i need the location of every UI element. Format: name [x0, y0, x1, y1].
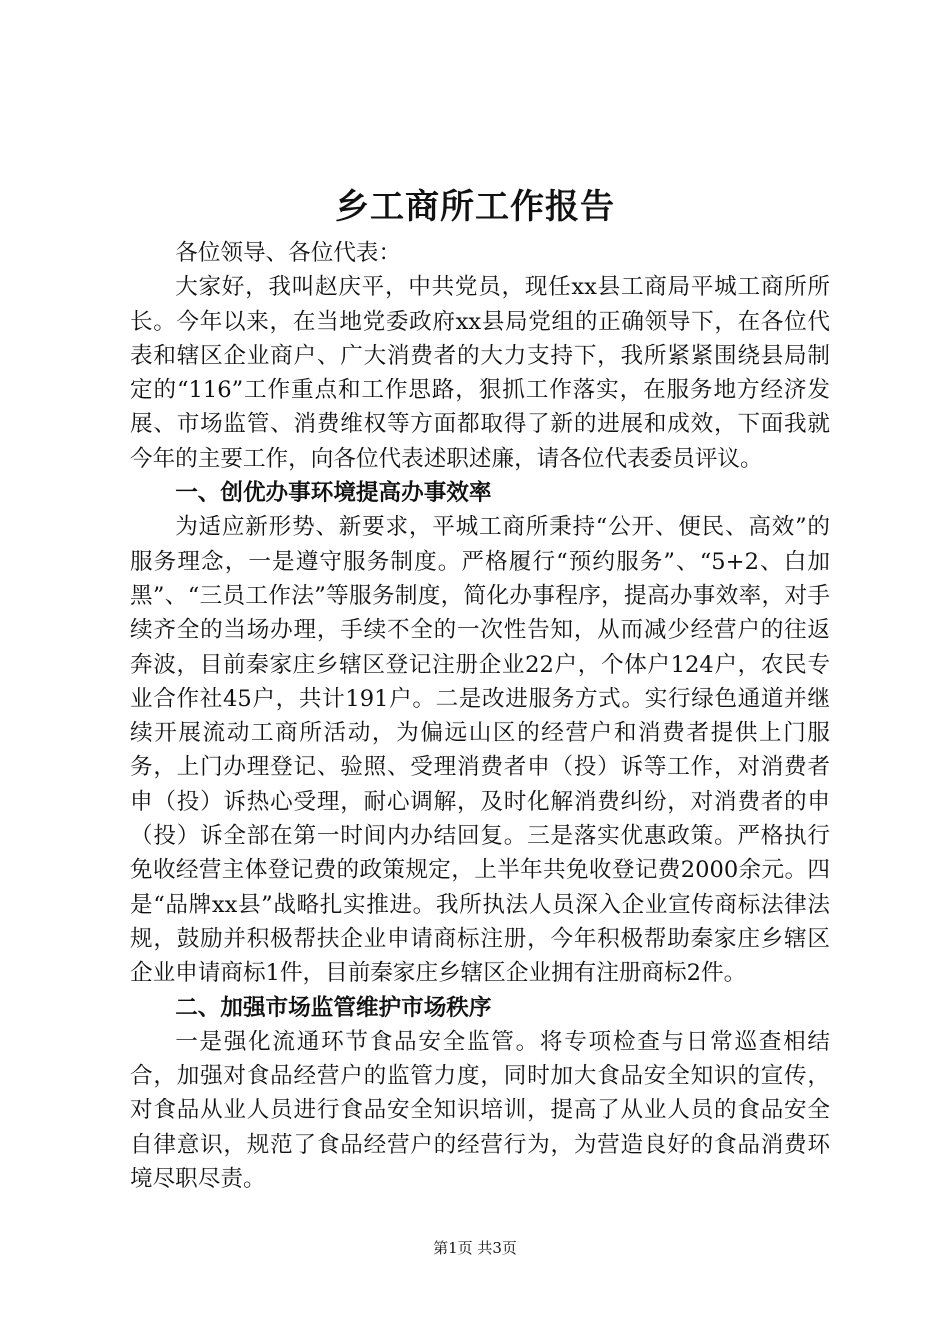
intro-paragraph: 大家好，我叫赵庆平，中共党员，现任xx县工商局平城工商所所长。今年以来，在当地党委政府xx县局党组的正确领导下，在各位代表和辖区企业商户、广大消费者的大力支持下，我所紧紧围绕县局制定的“116”工作重点和工作思路，狠抓工作落实，在服务地方经济发展、市场监管、消费维权等方面都取得了新的进展和成效，下面我就今年的主要工作，向各位代表述职述廉，请各位代表委员评议。: [130, 274, 830, 472]
page-number-footer: 第1页 共3页: [433, 1239, 517, 1257]
document-title: 乡工商所工作报告: [335, 187, 615, 227]
document-body: [130, 236, 830, 1196]
section-heading-1: 一、创优办事环境提高办事效率: [175, 480, 492, 507]
salutation-paragraph: 各位领导、各位代表：: [175, 240, 402, 266]
section-heading-2: 二、加强市场监管维护市场秩序: [175, 994, 492, 1021]
section-1-paragraph: 为适应新形势、新要求，平城工商所秉持“公开、便民、高效”的服务理念，一是遵守服务制度。严格履行“预约服务”、“5+2、白加黑”、“三员工作法”等服务制度，简化办事程序，提高办事效率，对手续齐全的当场办理，手续不全的一次性告知，从而减少经营户的往返奔波，目前秦家庄乡辖区登记注册企业22户，个体户124户，农民专业合作社45户，共计191户。二是改进服务方式。实行绿色通道并继续开展流动工商所活动，为偏远山区的经营户和消费者提供上门服务，上门办理登记、验照、受理消费者申（投）诉等工作，对消费者申（投）诉热心受理，耐心调解，及时化解消费纠纷，对消费者的申（投）诉全部在第一时间内办结回复。三是落实优惠政策。严格执行免收经营主体登记费的政策规定，上半年共免收登记费2000余元。四是“品牌xx县”战略扎实推进。我所执法人员深入企业宣传商标法律法规，鼓励并积极帮扶企业申请商标注册，今年积极帮助秦家庄乡辖区企业申请商标1件，目前秦家庄乡辖区企业拥有注册商标2件。: [130, 514, 830, 987]
section-2-paragraph: 一是强化流通环节食品安全监管。将专项检查与日常巡查相结合，加强对食品经营户的监管力度，同时加大食品安全知识的宣传，对食品从业人员进行食品安全知识培训，提高了从业人员的食品安全自律意识，规范了食品经营户的经营行为，为营造良好的食品消费环境尽职尽责。: [130, 1028, 830, 1193]
